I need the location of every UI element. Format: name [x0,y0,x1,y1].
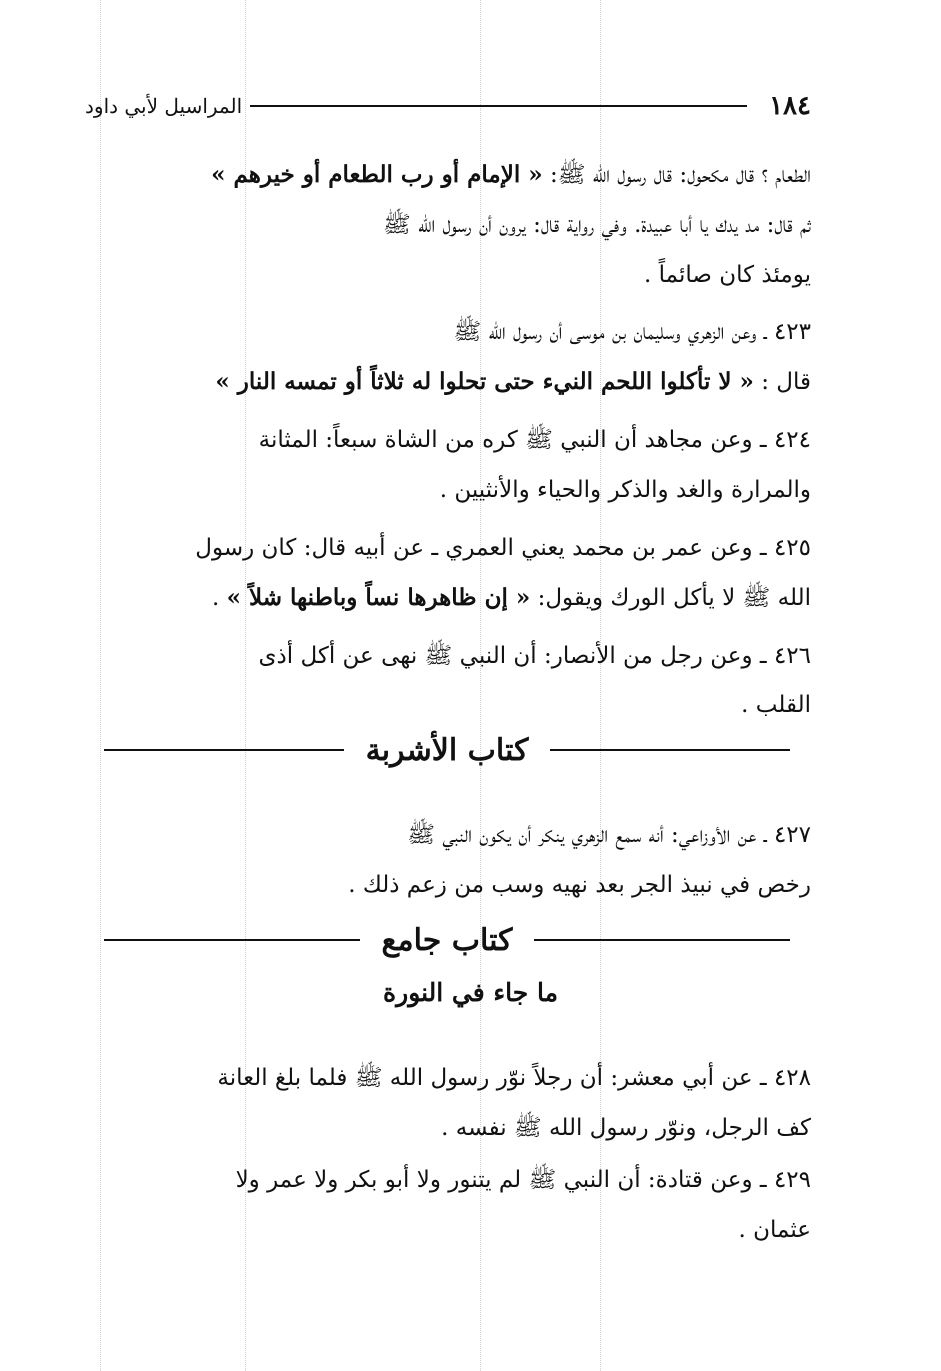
text-segment: قال : [753,369,811,395]
text-line [131,636,811,680]
section-subtitle: ما جاء في النورة [383,978,558,1007]
text-line [131,1108,811,1152]
text-line [131,815,811,859]
text-line [131,1210,811,1254]
chapter-title: كتاب الأشربة [365,732,529,768]
text-line [131,470,811,514]
text-line [131,420,811,464]
text-segment: ٤٢٧ ـ عن الأوزاعي: أنه سمع الزهري ينكر أن يكون النبي ﷺ [407,822,811,848]
bold-quote: « لا تأكلوا اللحم النيء حتى تحلوا له ثلاثاً أو تمسه النار » [215,368,754,395]
text-line [131,312,811,356]
chapter-rule [104,939,360,941]
running-title: المراسيل لأبي داود [85,94,243,118]
text-segment: ٤٢٨ ـ عن أبي معشر: أن رجلاً نوّر رسول الله ﷺ فلما بلغ العانة [217,1065,811,1091]
text-line [131,1160,811,1204]
chapter-rule [104,749,344,751]
text-segment: يومئذ كان صائماً . [644,262,811,288]
text-line [131,685,811,729]
scan-dotted-line [100,0,101,1371]
bold-quote: « إن ظاهرها نساً وباطنها شلاً » [226,584,531,611]
text-segment: ثم قال: مد يدك يا أبا عبيدة. وفي رواية قال: يرون أن رسول الله ﷺ [382,212,811,238]
text-segment: . [212,585,227,611]
text-line [131,155,811,199]
text-segment: ٤٢٣ ـ وعن الزهري وسليمان بن موسى أن رسول الله ﷺ [453,319,811,345]
chapter-rule [534,939,790,941]
chapter-heading-drinks [90,725,804,775]
chapter-rule [550,749,790,751]
bold-quote: « الإمام أو رب الطعام أو خيرهم » [211,161,543,188]
text-segment: الله ﷺ لا يأكل الورك ويقول: [530,585,811,611]
text-segment: ٤٢٥ ـ وعن عمر بن محمد يعني العمري ـ عن أبيه قال: كان رسول [195,535,811,561]
text-segment: ٤٢٦ ـ وعن رجل من الأنصار: أن النبي ﷺ نهى عن أكل أذى [258,643,811,669]
text-segment: عثمان . [738,1217,811,1243]
text-line [131,1058,811,1102]
text-segment: كف الرجل، ونوّر رسول الله ﷺ نفسه . [441,1115,811,1141]
text-line [131,205,811,249]
chapter-title: كتاب جامع [381,922,513,958]
text-line [131,865,811,909]
text-segment: والمرارة والغد والذكر والحياء والأنثيين . [439,477,811,503]
page-number: ١٨٤ [769,91,811,121]
text-line [131,362,811,406]
text-line [131,578,811,622]
text-segment: القلب . [741,692,811,718]
text-segment: ٤٢٩ ـ وعن قتادة: أن النبي ﷺ لم يتنور ولا أبو بكر ولا عمر ولا [235,1167,811,1193]
text-line [131,255,811,299]
text-segment: رخص في نبيذ الجر بعد نهيه وسب من زعم ذلك . [348,872,811,898]
page-header [85,88,811,124]
text-line [131,528,811,572]
header-rule [250,105,747,107]
text-segment: الطعام ؟ قال مكحول: قال رسول الله ﷺ: [542,162,811,188]
chapter-heading-general [90,915,804,965]
text-segment: ٤٢٤ ـ وعن مجاهد أن النبي ﷺ كره من الشاة سبعاً: المثانة [258,427,811,453]
